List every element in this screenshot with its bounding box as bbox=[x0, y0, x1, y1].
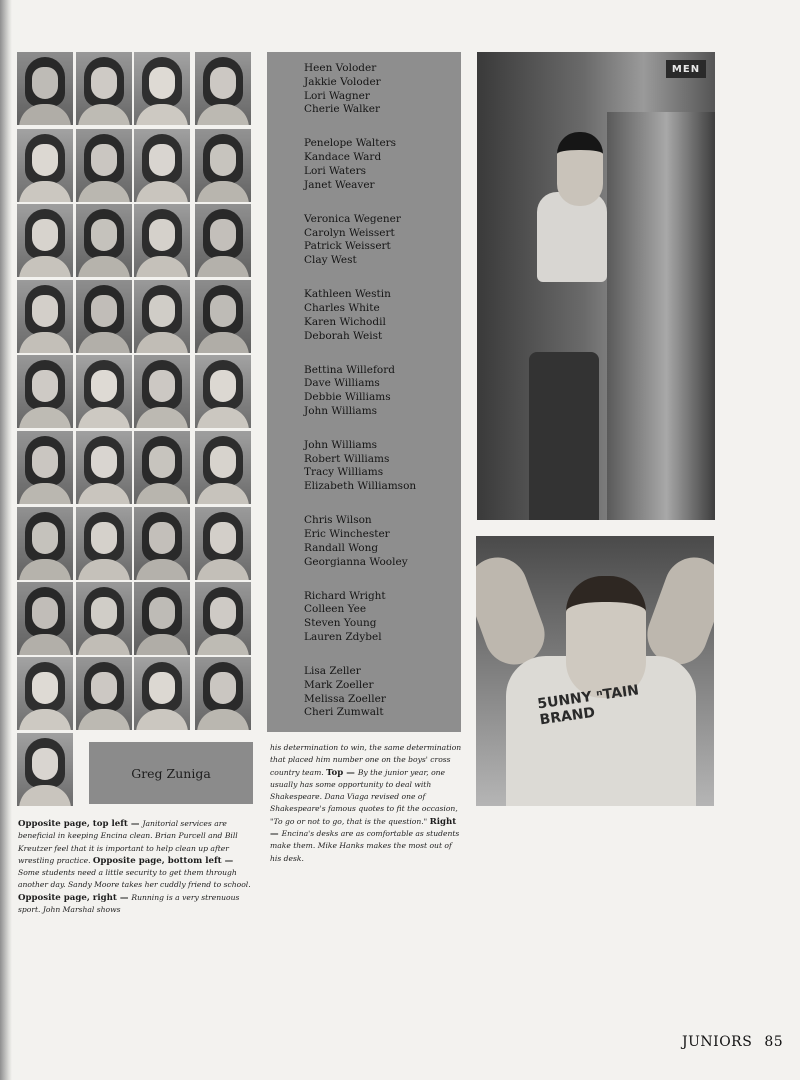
student-portrait bbox=[195, 129, 251, 202]
portrait-body bbox=[136, 181, 188, 202]
name-group bbox=[304, 514, 460, 569]
student-name: Richard Wright bbox=[304, 589, 386, 602]
caption-heading: Opposite page, top left — bbox=[18, 819, 143, 829]
portrait-body bbox=[78, 483, 130, 504]
student-name: Lori Waters bbox=[304, 164, 366, 177]
student-portrait bbox=[17, 733, 73, 806]
portrait-face bbox=[32, 672, 58, 704]
student-portrait bbox=[134, 355, 190, 428]
student-portrait bbox=[76, 204, 132, 277]
student-name: Janet Weaver bbox=[304, 178, 375, 191]
student-portrait bbox=[195, 582, 251, 655]
caption-text: Encina's desks are as comfortable as students make them. Mike Hanks makes the most out of his desk. bbox=[270, 829, 460, 863]
portrait-face bbox=[32, 144, 58, 176]
name-group bbox=[304, 288, 460, 343]
student-name: Charles White bbox=[304, 301, 380, 314]
caption-left bbox=[18, 818, 256, 916]
page-number: 85 bbox=[764, 1034, 784, 1050]
caption-heading: Top — bbox=[326, 767, 358, 778]
portrait-face bbox=[91, 446, 117, 478]
student-portrait bbox=[17, 657, 73, 730]
portrait-body bbox=[136, 332, 188, 353]
portrait-body bbox=[197, 483, 249, 504]
student-portrait bbox=[17, 355, 73, 428]
portrait-body bbox=[19, 559, 71, 580]
student-name: Deborah Weist bbox=[304, 329, 383, 342]
student-portrait bbox=[17, 129, 73, 202]
portrait-body bbox=[19, 104, 71, 125]
student-name: Karen Wichodil bbox=[304, 315, 386, 328]
student-portrait bbox=[195, 355, 251, 428]
portrait-face bbox=[91, 672, 117, 704]
student-portrait bbox=[195, 657, 251, 730]
portrait-body bbox=[197, 181, 249, 202]
portrait-face bbox=[149, 446, 175, 478]
student-name: Mark Zoeller bbox=[304, 678, 374, 691]
student-portrait bbox=[76, 582, 132, 655]
student-name: Patrick Weissert bbox=[304, 240, 391, 253]
portrait-face bbox=[91, 597, 117, 629]
student-portrait bbox=[134, 431, 190, 504]
name-group bbox=[304, 364, 460, 419]
student-portrait bbox=[17, 204, 73, 277]
name-group bbox=[304, 590, 460, 645]
portrait-face bbox=[32, 67, 58, 99]
caption-heading: Right — bbox=[270, 816, 457, 840]
student-portrait bbox=[76, 431, 132, 504]
student-portrait bbox=[134, 507, 190, 580]
student-name: Chris Wilson bbox=[304, 514, 372, 527]
portrait-face bbox=[32, 446, 58, 478]
portrait-face bbox=[32, 748, 58, 780]
portrait-body bbox=[136, 104, 188, 125]
portrait-face bbox=[91, 522, 117, 554]
student-portrait bbox=[134, 204, 190, 277]
caption-text: By the junior year, one usually has some opportunity to deal with Shakespeare. Dana Viaga revised one of Shakespeare's famous quotes to fit the occasion, "To go or not to go, that is the question." bbox=[270, 767, 458, 826]
caption-text: Janitorial services are beneficial in keeping Encina clean. Brian Purcell and Bill Kreutzer feel that it is important to help clean up after wrestling practice. bbox=[18, 819, 238, 865]
portrait-body bbox=[19, 709, 71, 730]
student-portrait bbox=[195, 52, 251, 125]
portrait-body bbox=[136, 256, 188, 277]
portrait-name-box bbox=[89, 742, 253, 804]
portrait-body bbox=[136, 559, 188, 580]
portrait-face bbox=[91, 219, 117, 251]
student-portrait bbox=[17, 52, 73, 125]
student-portrait bbox=[17, 507, 73, 580]
student-portrait bbox=[195, 280, 251, 353]
student-name: Bettina Willeford bbox=[304, 363, 395, 376]
student-name: Veronica Wegener bbox=[304, 212, 401, 225]
student-name: Debbie Williams bbox=[304, 391, 391, 404]
portrait-face bbox=[210, 370, 236, 402]
student-name: Penelope Walters bbox=[304, 137, 397, 150]
portrait-face bbox=[91, 295, 117, 327]
portrait-face bbox=[32, 370, 58, 402]
portrait-face bbox=[149, 597, 175, 629]
portrait-face bbox=[210, 295, 236, 327]
student-portrait bbox=[76, 657, 132, 730]
portrait-body bbox=[78, 559, 130, 580]
section-title: JUNIORS bbox=[682, 1034, 753, 1050]
portrait-face bbox=[210, 219, 236, 251]
student-name: Lisa Zeller bbox=[304, 665, 361, 677]
name-group bbox=[304, 439, 460, 494]
portrait-body bbox=[136, 709, 188, 730]
caption-text: his determination to win, the same determination that placed him number one on the boys' cross country team. bbox=[270, 743, 462, 777]
portrait-body bbox=[197, 634, 249, 655]
jeans bbox=[529, 352, 599, 520]
portrait-body bbox=[78, 332, 130, 353]
portrait-body bbox=[136, 634, 188, 655]
student-name: Cheri Zumwalt bbox=[304, 706, 384, 719]
portrait-name-label: Greg Zuniga bbox=[131, 765, 211, 781]
portrait-body bbox=[197, 559, 249, 580]
portrait-body bbox=[197, 407, 249, 428]
portrait-body bbox=[197, 332, 249, 353]
student-portrait bbox=[134, 129, 190, 202]
student-portrait bbox=[195, 204, 251, 277]
page-footer bbox=[682, 1034, 783, 1050]
student-portrait bbox=[195, 431, 251, 504]
men-sign: MEN bbox=[666, 60, 706, 78]
portrait-face bbox=[32, 295, 58, 327]
portrait-body bbox=[197, 104, 249, 125]
portrait-face bbox=[32, 597, 58, 629]
student-name: Jakkie Voloder bbox=[304, 75, 381, 88]
left-arm bbox=[476, 549, 553, 673]
portrait-face bbox=[91, 67, 117, 99]
portrait-face bbox=[149, 370, 175, 402]
door bbox=[607, 112, 715, 520]
portrait-body bbox=[19, 483, 71, 504]
student-head bbox=[566, 576, 646, 698]
portrait-body bbox=[78, 634, 130, 655]
student-name: Lauren Zdybel bbox=[304, 631, 382, 644]
student-portrait bbox=[76, 52, 132, 125]
student-portrait bbox=[134, 52, 190, 125]
student-portrait bbox=[76, 280, 132, 353]
portrait-body bbox=[19, 634, 71, 655]
student-name: Robert Williams bbox=[304, 452, 390, 465]
portrait-body bbox=[197, 709, 249, 730]
name-list bbox=[304, 62, 460, 740]
caption-right bbox=[270, 742, 462, 865]
student-portrait bbox=[134, 657, 190, 730]
name-group bbox=[304, 62, 460, 117]
portrait-face bbox=[210, 597, 236, 629]
portrait-face bbox=[210, 522, 236, 554]
portrait-body bbox=[19, 785, 71, 806]
portrait-body bbox=[19, 256, 71, 277]
name-group bbox=[304, 137, 460, 192]
caption-heading: Opposite page, bottom left — bbox=[92, 855, 234, 866]
portrait-body bbox=[78, 709, 130, 730]
student-name: Kandace Ward bbox=[304, 151, 382, 164]
student-name: Melissa Zoeller bbox=[304, 692, 386, 705]
portrait-face bbox=[149, 295, 175, 327]
portrait-body bbox=[136, 407, 188, 428]
student-name: John Williams bbox=[304, 438, 378, 451]
student-name: Lori Wagner bbox=[304, 89, 370, 102]
student-portrait bbox=[17, 582, 73, 655]
student-head bbox=[557, 132, 603, 206]
portrait-body bbox=[136, 483, 188, 504]
student-portrait bbox=[76, 507, 132, 580]
portrait-body bbox=[78, 407, 130, 428]
portrait-face bbox=[210, 446, 236, 478]
tshirt bbox=[537, 192, 607, 282]
name-group bbox=[304, 665, 460, 720]
portrait-face bbox=[32, 219, 58, 251]
student-name: Cherie Walker bbox=[304, 103, 381, 116]
caption-heading: Opposite page, right — bbox=[18, 892, 132, 903]
shirt-print: 5UNNY ⁿTAIN BRAND bbox=[536, 682, 640, 729]
portrait-body bbox=[19, 332, 71, 353]
photo-student-at-desk bbox=[476, 536, 714, 806]
portrait-face bbox=[210, 67, 236, 99]
caption-text: Some students need a little security to get them through another day. Sandy Moore takes her cuddly friend to school. bbox=[18, 868, 251, 890]
caption-text: Running is a very strenuous sport. John Marshal shows bbox=[18, 892, 240, 915]
student-name: Tracy Williams bbox=[304, 466, 384, 479]
student-name: Kathleen Westin bbox=[304, 288, 391, 301]
student-name: Clay West bbox=[304, 254, 357, 267]
portrait-face bbox=[210, 672, 236, 704]
student-portrait bbox=[134, 582, 190, 655]
portrait-face bbox=[149, 672, 175, 704]
student-name: Steven Young bbox=[304, 617, 377, 630]
student-name: Heen Voloder bbox=[304, 62, 377, 74]
portrait-face bbox=[149, 67, 175, 99]
photo-student-by-door bbox=[477, 52, 715, 520]
portrait-body bbox=[19, 407, 71, 428]
binding-shadow bbox=[0, 0, 12, 1080]
portrait-face bbox=[91, 144, 117, 176]
portrait-face bbox=[32, 522, 58, 554]
student-portrait bbox=[76, 355, 132, 428]
name-group bbox=[304, 213, 460, 268]
student-name: Dave Williams bbox=[304, 377, 380, 390]
student-portrait bbox=[17, 280, 73, 353]
portrait-face bbox=[149, 144, 175, 176]
student-portrait bbox=[195, 507, 251, 580]
portrait-face bbox=[149, 522, 175, 554]
student-name: Randall Wong bbox=[304, 541, 379, 554]
student-portrait bbox=[17, 431, 73, 504]
student-name: Colleen Yee bbox=[304, 603, 367, 616]
portrait-body bbox=[19, 181, 71, 202]
portrait-body bbox=[197, 256, 249, 277]
student-name: Eric Winchester bbox=[304, 528, 390, 541]
right-arm bbox=[639, 549, 714, 673]
student-portrait bbox=[76, 129, 132, 202]
portrait-face bbox=[149, 219, 175, 251]
student-portrait bbox=[134, 280, 190, 353]
student-name: John Williams bbox=[304, 404, 378, 417]
portrait-body bbox=[78, 256, 130, 277]
portrait-body bbox=[78, 181, 130, 202]
student-name: Carolyn Weissert bbox=[304, 226, 395, 239]
student-name: Elizabeth Williamson bbox=[304, 480, 417, 493]
portrait-face bbox=[210, 144, 236, 176]
student-name: Georgianna Wooley bbox=[304, 555, 408, 568]
portrait-face bbox=[91, 370, 117, 402]
portrait-body bbox=[78, 104, 130, 125]
